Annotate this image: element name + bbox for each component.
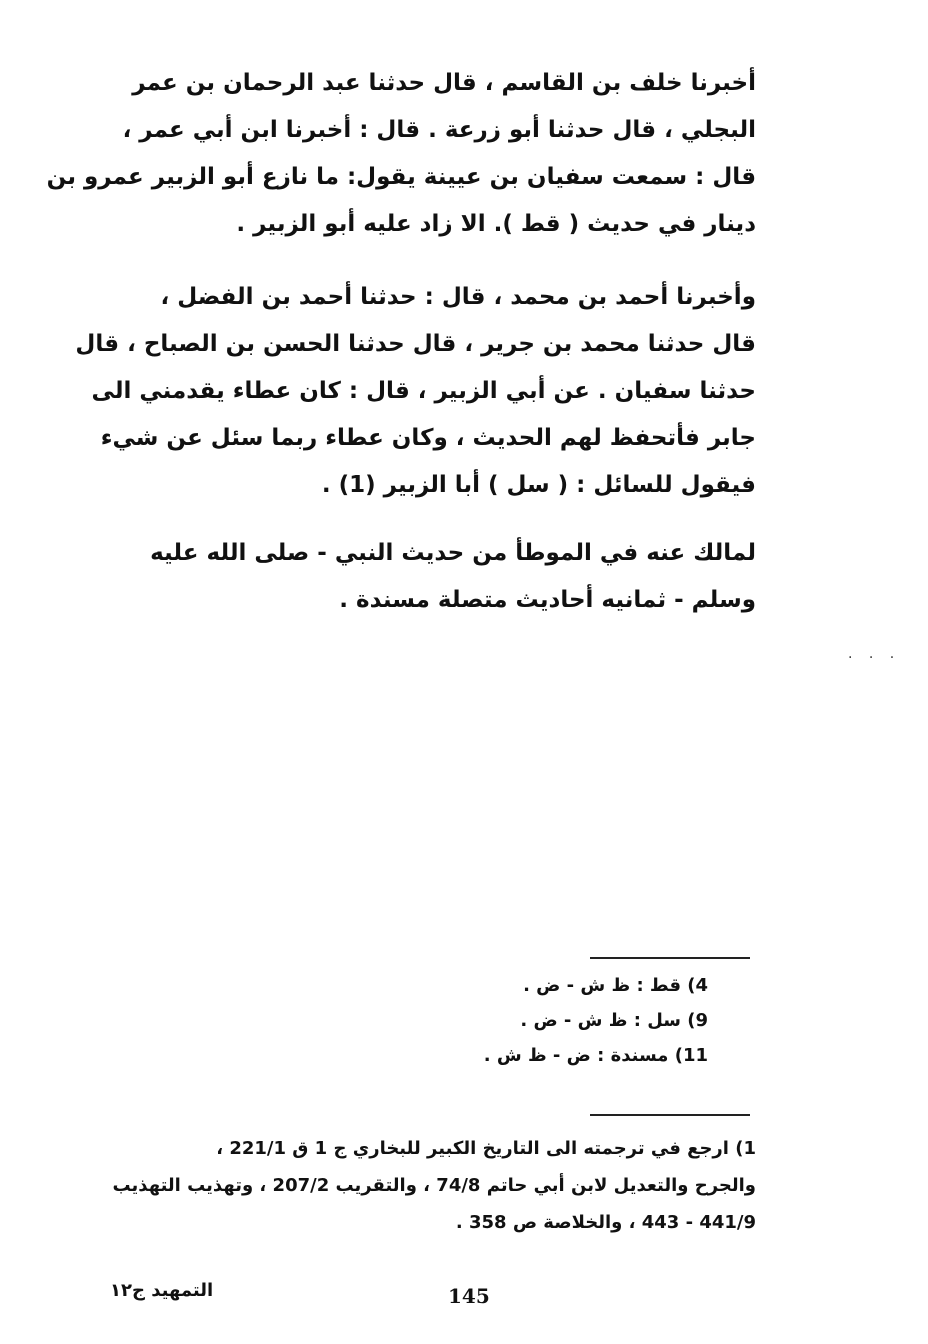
text-line: أخبرنا خلف بن القاسم ، قال حدثنا عبد الرحمان بن عمر: [132, 70, 756, 96]
text-line: فيقول للسائل : ( سل ) أبا الزبير (1) .: [321, 472, 756, 498]
footnote-line: 1) ارجع في ترجمته الى التاريخ الكبير للبخاري ج 1 ق 221/1 ،: [216, 1138, 756, 1159]
text-line: وسلم - ثمانيه أحاديث متصلة مسندة .: [339, 587, 756, 613]
stray-marks: . . .: [848, 646, 901, 662]
variant-note: 4) قط : ظ ش - ض .: [523, 975, 708, 996]
footnote-line: 441/9 - 443 ، والخلاصة ص 358 .: [455, 1212, 756, 1233]
manuscript-variants-list: [460, 968, 708, 1073]
variants-divider: [590, 957, 750, 959]
footnotes-divider: [590, 1114, 750, 1116]
body-paragraph-2: [75, 274, 756, 509]
text-line: جابر فأتحفظ لهم الحديث ، وكان عطاء ربما سئل عن شيء: [100, 425, 756, 451]
text-line: دينار في حديث ( قط ). الا زاد عليه أبو الزبير .: [236, 211, 756, 237]
text-line: قال : سمعت سفيان بن عيينة يقول: ما نازع أبو الزبير عمرو بن: [46, 164, 756, 190]
variant-note: 11) مسندة : ض - ظ ش .: [483, 1045, 708, 1066]
body-paragraph-1: [46, 60, 756, 248]
text-line: لمالك عنه في الموطأ من حديث النبي - صلى الله عليه: [150, 540, 756, 566]
footnote-line: والجرح والتعديل لابن أبي حاتم 74/8 ، والتقريب 207/2 ، وتهذيب التهذيب: [112, 1175, 756, 1196]
text-line: قال حدثنا محمد بن جرير ، قال حدثنا الحسن بن الصباح ، قال: [75, 331, 756, 357]
text-line: البجلي ، قال حدثنا أبو زرعة . قال : أخبرنا ابن أبي عمر ،: [122, 117, 756, 143]
printer-signature: التمهيد ج١٢: [110, 1280, 214, 1301]
text-line: وأخبرنا أحمد بن محمد ، قال : حدثنا أحمد بن الفضل ،: [160, 284, 756, 310]
page-number: 145: [448, 1284, 490, 1308]
footnotes: [106, 1130, 756, 1241]
text-line: حدثنا سفيان . عن أبي الزبير ، قال : كان عطاء يقدمني الى: [91, 378, 756, 404]
body-paragraph-3: [108, 530, 756, 624]
variant-note: 9) سل : ظ ش - ض .: [520, 1010, 708, 1031]
